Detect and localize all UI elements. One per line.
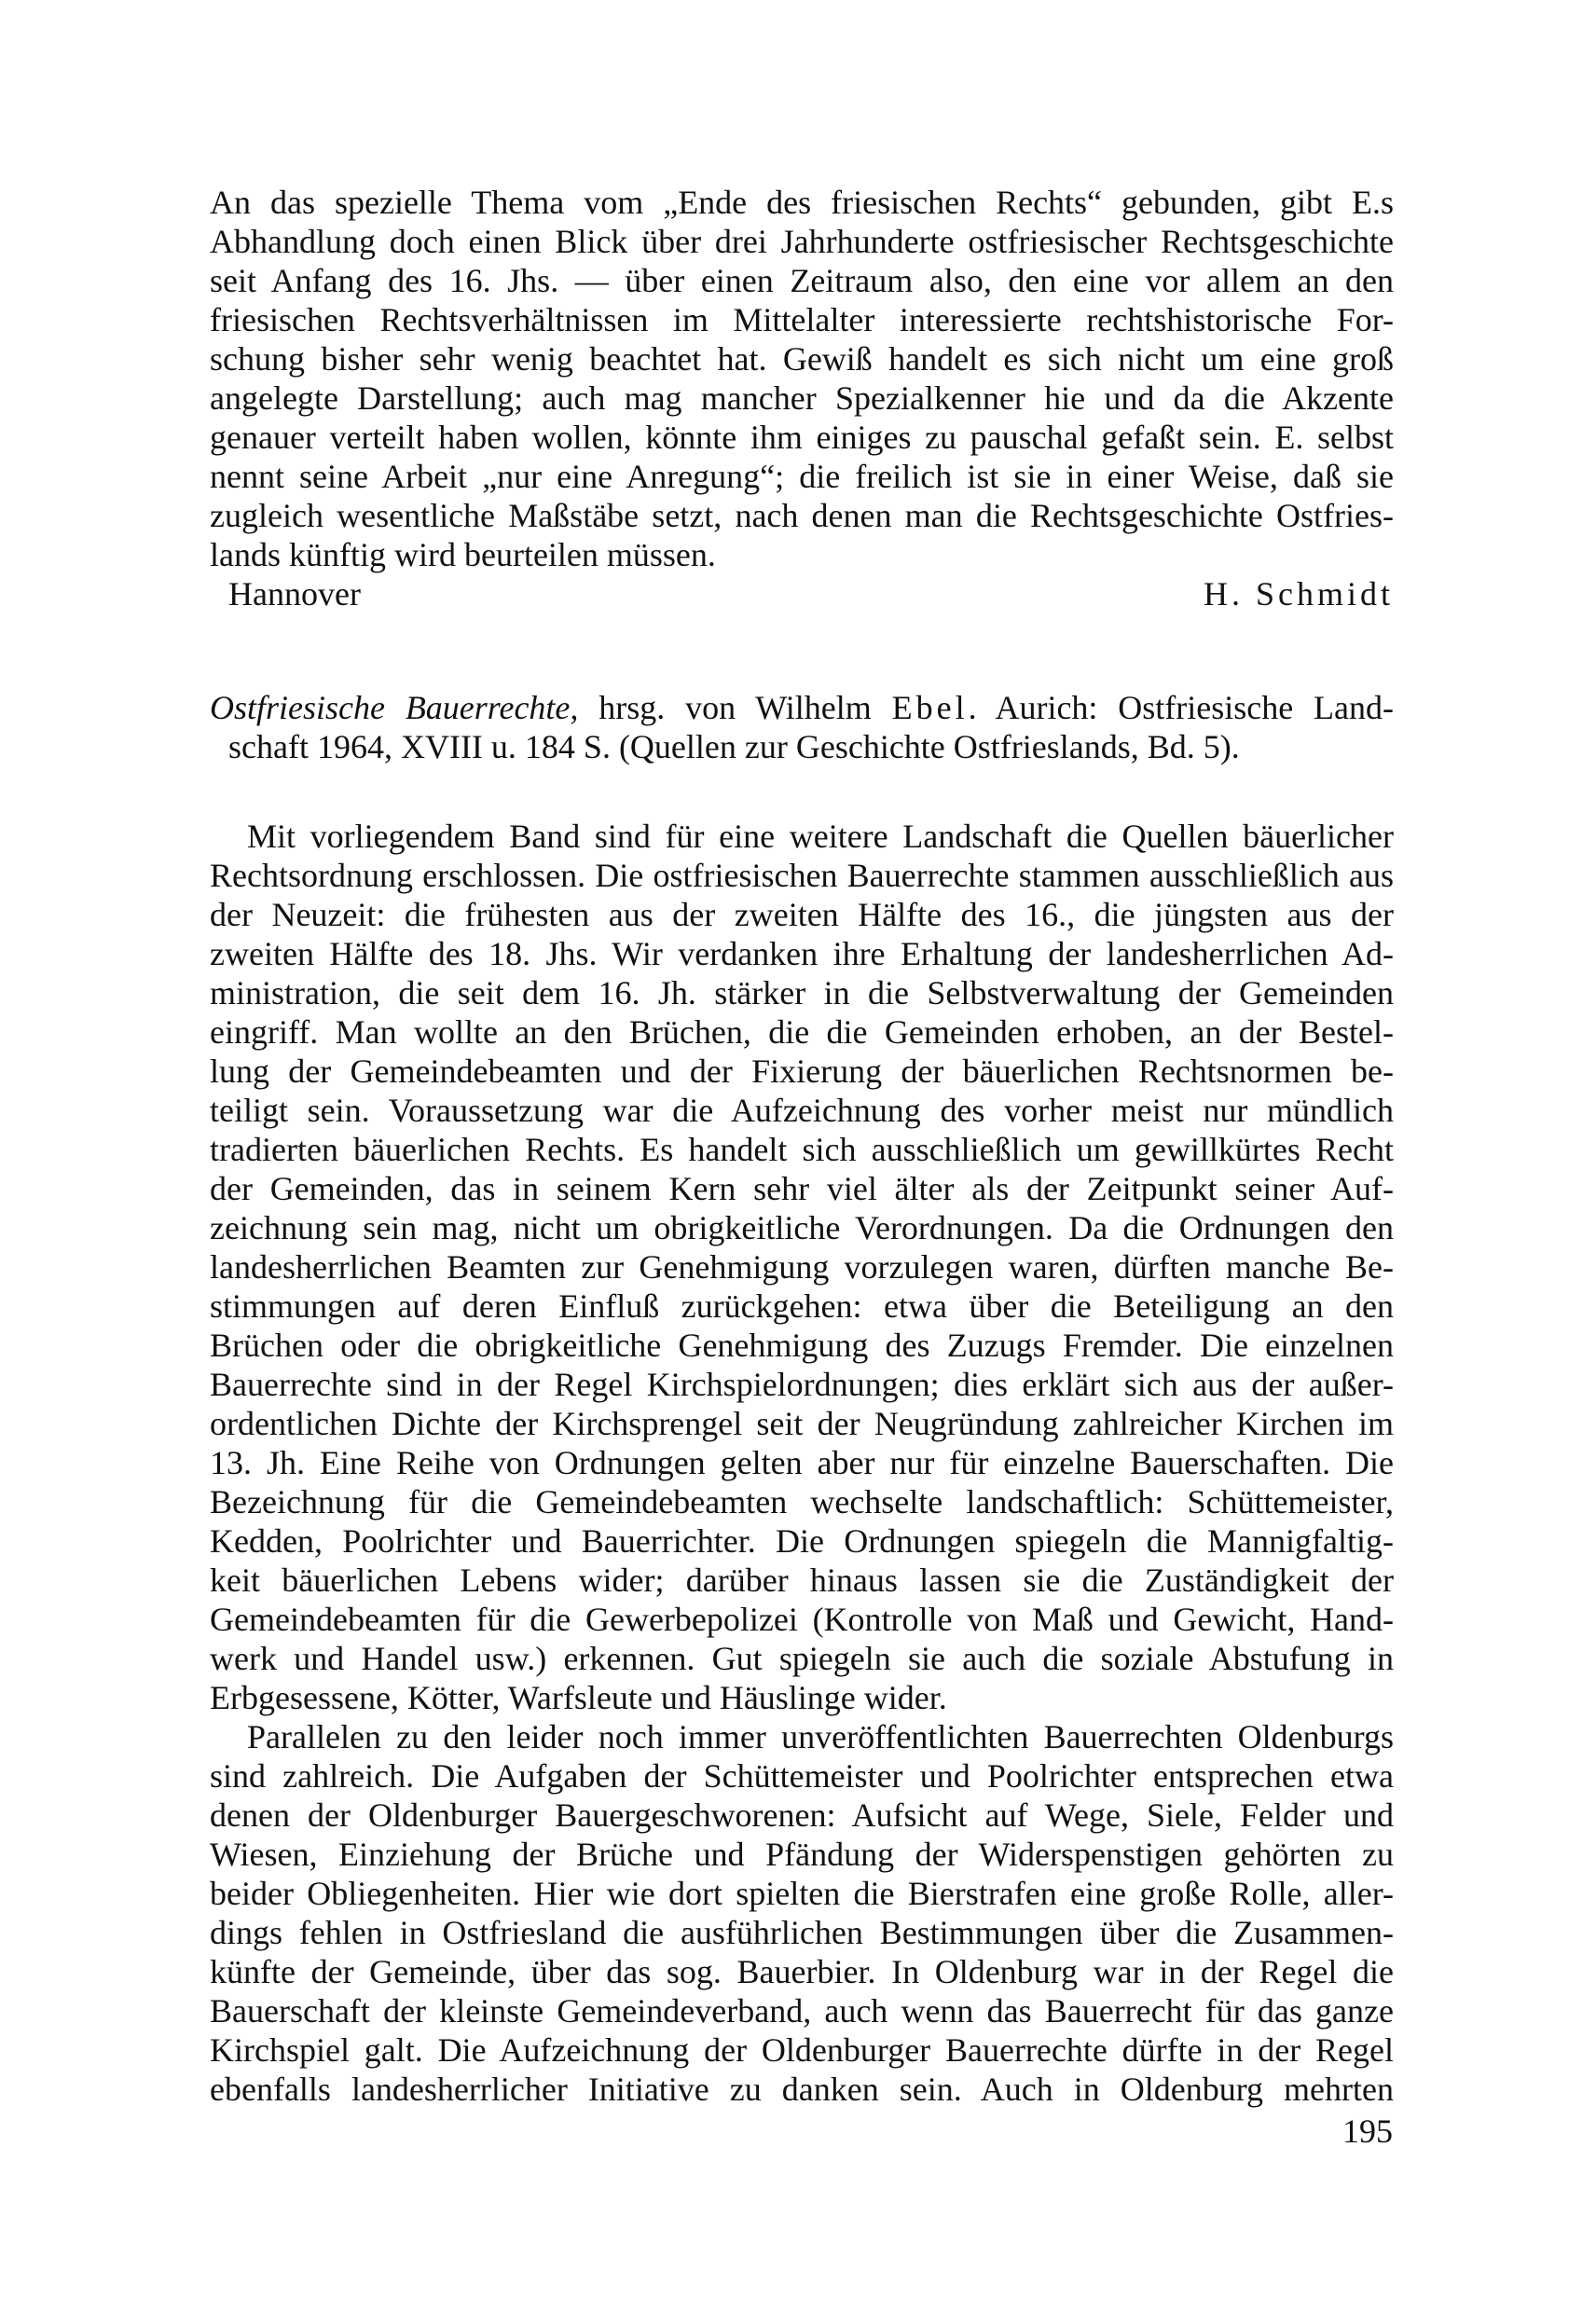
- text-line: ministration, die seit dem 16. Jh. stärker in die Selbstverwaltung der Gemeinden: [210, 974, 1394, 1012]
- review-2-body: [210, 817, 1394, 2109]
- text-line: teiligt sein. Voraussetzung war die Aufzeichnung des vorher meist nur mündlich: [210, 1092, 1394, 1129]
- heading-line-1: [210, 688, 1394, 727]
- text-line: Bezeichnung für die Gemeindebeamten wechselte landschaftlich: Schüttemeister,: [210, 1483, 1394, 1521]
- text-line: lung der Gemeindebeamten und der Fixierung der bäuerlichen Rechtsnormen be-: [210, 1053, 1394, 1090]
- reviewer-place: Hannover: [228, 575, 361, 612]
- text-line: Parallelen zu den leider noch immer unveröffentlichten Bauerrechten Oldenburgs: [247, 1718, 1394, 1755]
- text-line: Gemeindebeamten für die Gewerbepolizei (Kontrolle von Maß und Gewicht, Hand-: [210, 1601, 1394, 1638]
- text-line: angelegte Darstellung; auch mag mancher Spezialkenner hie und da die Akzente: [210, 379, 1394, 417]
- book-title: Ostfriesische Bauerrechte,: [210, 689, 579, 726]
- text-line: keit bäuerlichen Lebens wider; darüber hinaus lassen sie die Zuständigkeit der: [210, 1562, 1394, 1599]
- editor-surname: Ebel: [891, 689, 969, 726]
- text-line: Bauerrechte sind in der Regel Kirchspielordnungen; dies erklärt sich aus der außer-: [210, 1366, 1394, 1403]
- review-2-heading: [210, 688, 1394, 766]
- text-line: zugleich wesentliche Maßstäbe setzt, nach denen man die Rechtsgeschichte Ostfries-: [210, 497, 1394, 534]
- text-line: Bauerschaft der kleinste Gemeindeverband, auch wenn das Bauerrecht für das ganze: [210, 1992, 1394, 2030]
- text-line: Mit vorliegendem Band sind für eine weitere Landschaft die Quellen bäuerlicher: [247, 818, 1394, 855]
- text-line: friesischen Rechtsverhältnissen im Mittelalter interessierte rechtshistorische For-: [210, 301, 1394, 338]
- text-line: Wiesen, Einziehung der Brüche und Pfändung der Widerspenstigen gehörten zu: [210, 1836, 1394, 1873]
- text-line: tradierten bäuerlichen Rechts. Es handelt sich ausschließlich um gewillkürtes Recht: [210, 1131, 1394, 1168]
- text-line: 13. Jh. Eine Reihe von Ordnungen gelten aber nur für einzelne Bauerschaften. Die: [210, 1444, 1394, 1481]
- text-line: werk und Handel usw.) erkennen. Gut spiegeln sie auch die soziale Abstufung in: [210, 1640, 1394, 1677]
- text-line: ordentlichen Dichte der Kirchsprengel seit der Neugründung zahlreicher Kirchen im: [210, 1405, 1394, 1442]
- page-number: 195: [1342, 2112, 1393, 2150]
- review-1-body: [210, 183, 1394, 613]
- text-line: zweiten Hälfte des 18. Jhs. Wir verdanken ihre Erhaltung der landesherrlichen Ad-: [210, 935, 1394, 972]
- text-line: nennt seine Arbeit „nur eine Anregung“; die freilich ist sie in einer Weise, daß sie: [210, 458, 1394, 495]
- text-line: sind zahlreich. Die Aufgaben der Schüttemeister und Poolrichter entsprechen etwa: [210, 1757, 1394, 1795]
- reviewer-name: H. Schmidt: [1203, 575, 1394, 612]
- text-line: Rechtsordnung erschlossen. Die ostfriesischen Bauerrechte stammen ausschließlich aus: [210, 857, 1394, 894]
- heading-publication: . Aurich: Ostfriesische Land-: [968, 689, 1394, 726]
- text-line: dings fehlen in Ostfriesland die ausführlichen Bestimmungen über die Zusammen-: [210, 1914, 1394, 1951]
- text-line: künfte der Gemeinde, über das sog. Bauerbier. In Oldenburg war in der Regel die: [210, 1953, 1394, 1990]
- text-line: Abhandlung doch einen Blick über drei Jahrhunderte ostfriesischer Rechtsgeschichte: [210, 223, 1394, 260]
- text-line: eingriff. Man wollte an den Brüchen, die die Gemeinden erhoben, an der Bestel-: [210, 1013, 1394, 1051]
- heading-editor-prefix: hrsg. von Wilhelm: [578, 689, 892, 726]
- text-line: schung bisher sehr wenig beachtet hat. Gewiß handelt es sich nicht um eine groß: [210, 340, 1394, 378]
- text-line: ebenfalls landesherrlicher Initiative zu danken sein. Auch in Oldenburg mehrten: [210, 2071, 1394, 2108]
- text-line: seit Anfang des 16. Jhs. — über einen Zeitraum also, den eine vor allem an den: [210, 262, 1394, 299]
- text-line: der Gemeinden, das in seinem Kern sehr viel älter als der Zeitpunkt seiner Auf-: [210, 1170, 1394, 1207]
- text-line: stimmungen auf deren Einfluß zurückgehen: etwa über die Beteiligung an den: [210, 1287, 1394, 1325]
- signature-row: [210, 574, 1394, 613]
- text-line: der Neuzeit: die frühesten aus der zweiten Hälfte des 16., die jüngsten aus der: [210, 896, 1394, 933]
- text-line: Kirchspiel galt. Die Aufzeichnung der Oldenburger Bauerrechte dürfte in der Regel: [210, 2031, 1394, 2069]
- text-line: genauer verteilt haben wollen, könnte ihm einiges zu pauschal gefaßt sein. E. selbst: [210, 419, 1394, 456]
- text-line: lands künftig wird beurteilen müssen.: [210, 536, 716, 573]
- text-line: landesherrlichen Beamten zur Genehmigung vorzulegen waren, dürften manche Be-: [210, 1248, 1394, 1286]
- text-line: denen der Oldenburger Bauergeschworenen: Aufsicht auf Wege, Siele, Felder und: [210, 1796, 1394, 1834]
- text-line: beider Obliegenheiten. Hier wie dort spielten die Bierstrafen eine große Rolle, aller-: [210, 1875, 1394, 1912]
- text-line: Erbgesessene, Kötter, Warfsleute und Häuslinge wider.: [210, 1679, 947, 1716]
- text-line: An das spezielle Thema vom „Ende des friesischen Rechts“ gebunden, gibt E.s: [210, 184, 1394, 221]
- heading-line-2: schaft 1964, XVIII u. 184 S. (Quellen zur Geschichte Ostfrieslands, Bd. 5).: [228, 728, 1240, 765]
- text-line: zeichnung sein mag, nicht um obrigkeitliche Verordnungen. Da die Ordnungen den: [210, 1209, 1394, 1246]
- text-line: Brüchen oder die obrigkeitliche Genehmigung des Zuzugs Fremder. Die einzelnen: [210, 1327, 1394, 1364]
- text-line: Kedden, Poolrichter und Bauerrichter. Die Ordnungen spiegeln die Mannigfaltig-: [210, 1522, 1394, 1560]
